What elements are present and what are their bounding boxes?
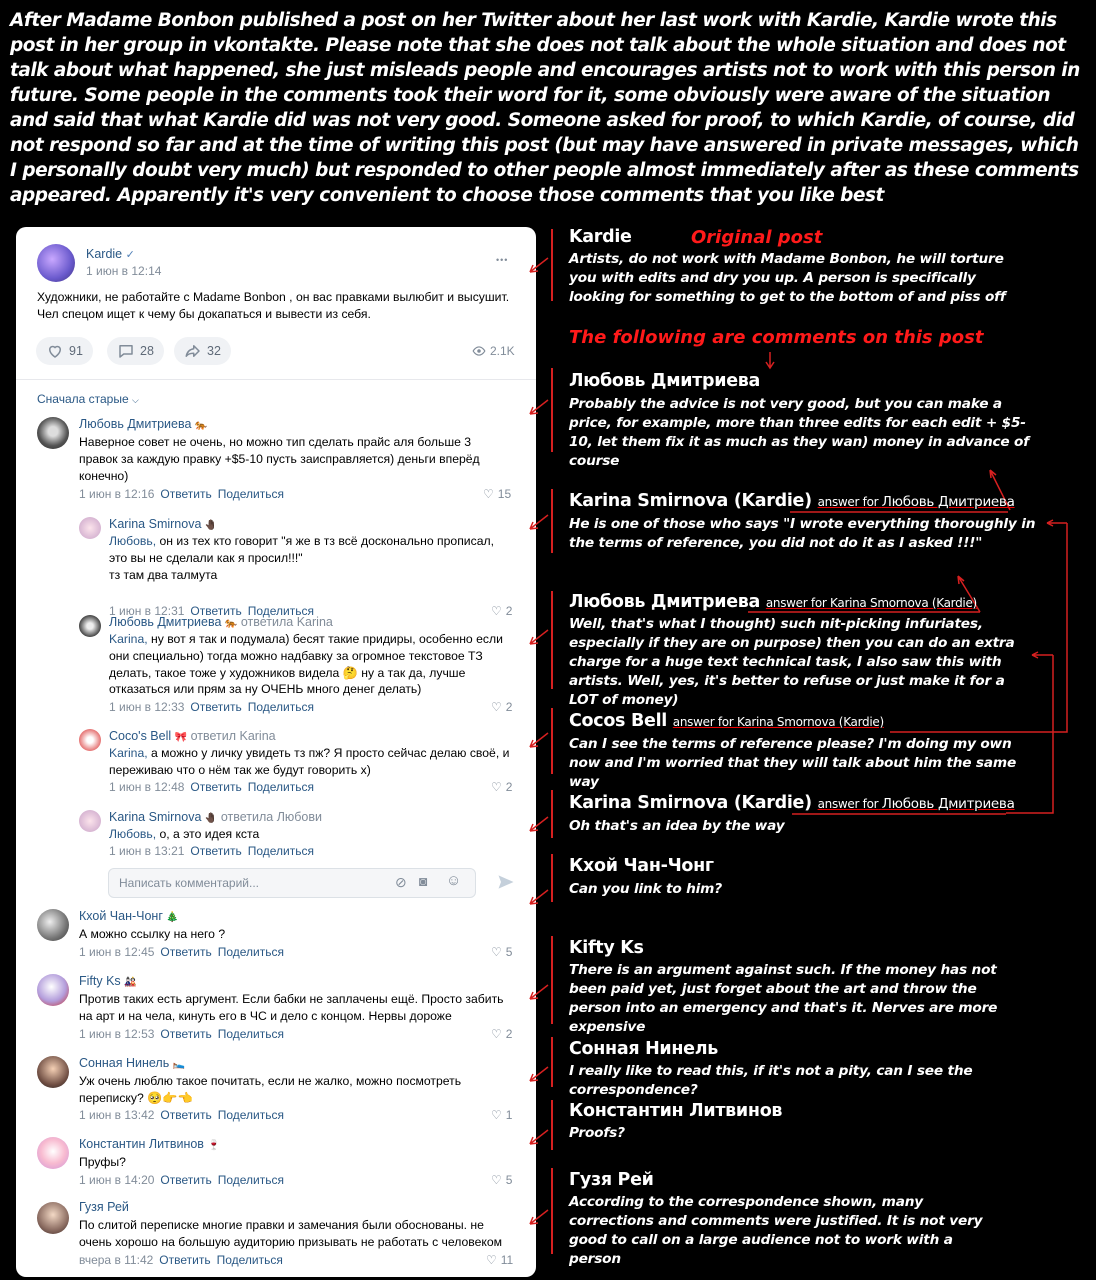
comment-text: Karina, ну вот я так и подумала) бесят такие придиры, особенно если они специально) тогда можно надбавку за огромное текстовое ТЗ делать, такое тоже у художников видела 🤔 ну а так да, лучше отказаться или прям за ну ОЧЕНЬ много денег делать) (109, 632, 503, 697)
emoji: 🎎 (124, 977, 137, 988)
heart-icon: ♡ (491, 945, 502, 959)
annotation-bar (551, 1100, 553, 1150)
like-count: 91 (69, 344, 83, 358)
comment-likes[interactable]: ♡ 5 (491, 1173, 513, 1187)
comment-date[interactable]: 1 июн в 12:31 (109, 604, 185, 618)
note-name: Любовь Дмитриева (569, 371, 761, 391)
comment-date[interactable]: вчера в 11:42 (79, 1253, 154, 1267)
note-text: According to the correspondence shown, many corrections and comments were justified. It is not very good to call on a large audience not to work with a person (569, 1194, 983, 1267)
note-name: Kardie (569, 227, 632, 247)
comment-date[interactable]: 1 июн в 12:45 (79, 945, 155, 959)
annotation-bar (551, 790, 553, 838)
annotation-bar (551, 708, 553, 774)
reply-button[interactable]: Ответить (159, 1253, 211, 1267)
note-text: He is one of those who says "I wrote everything thoroughly in the terms of reference, you did not do it as I asked !!!" (569, 516, 1036, 551)
emoji: 🎀 (174, 732, 188, 743)
annotation-bar (551, 368, 553, 452)
note-name: Cocos Bell answer for Karina Smornova (Kardie) (569, 711, 884, 731)
note-name: Kifty Ks (569, 938, 644, 958)
emoji: 🤚🏿 (204, 813, 218, 824)
reply-button[interactable]: Ответить (190, 604, 242, 618)
camera-icon[interactable]: ◙ (419, 873, 428, 889)
note-text: Can you link to him? (569, 881, 722, 897)
share-count: 32 (207, 344, 221, 358)
share-link[interactable]: Поделиться (247, 780, 314, 794)
post-author[interactable]: Kardie ✓ (86, 247, 135, 261)
comment-text: Любовь, он из тех кто говорит "я же в тз всё досконально прописал, это вы не сделали как я просил!!!" тз там два талмута (109, 534, 494, 582)
reply-target: ответила Karina (240, 615, 333, 629)
comment-author[interactable]: Fifty Ks 🎎 (79, 974, 137, 988)
comment-placeholder: Написать комментарий... (119, 876, 260, 890)
share-link[interactable]: Поделиться (216, 1253, 283, 1267)
share-link[interactable]: Поделиться (217, 1108, 284, 1122)
comment-author[interactable]: Karina Smirnova 🤚🏿 (109, 517, 218, 531)
note-name: Karina Smirnova (Kardie) answer for Любовь Дмитриева (569, 491, 1015, 511)
note-text: There is an argument against such. If the money has not been paid yet, just forget about the art and throw the person into an emergency and that's it. Nerves are more expensive (569, 962, 998, 1035)
reply-button[interactable]: Ответить (160, 1027, 212, 1041)
emoji: 🐅 (224, 618, 238, 629)
comment-date[interactable]: 1 июн в 12:16 (79, 487, 155, 501)
heart-icon: ♡ (491, 1173, 502, 1187)
comment-author[interactable]: Кхой Чан-Чонг 🎄 (79, 909, 179, 923)
share-link[interactable]: Поделиться (217, 487, 284, 501)
view-count: 2.1K (490, 344, 515, 358)
comment-likes[interactable]: ♡ 1 (491, 1108, 513, 1122)
heart-icon: ♡ (491, 604, 502, 618)
share-link[interactable]: Поделиться (247, 844, 314, 858)
emoji: 🛌 (172, 1059, 186, 1070)
comment-likes[interactable]: ♡ 11 (486, 1253, 514, 1267)
comment-likes[interactable]: ♡ 2 (491, 1027, 513, 1041)
sort-dropdown[interactable]: Сначала старые ⌵ (37, 392, 139, 406)
verified-icon: ✓ (125, 249, 135, 261)
comment-date[interactable]: 1 июн в 12:33 (109, 700, 185, 714)
share-link[interactable]: Поделиться (217, 1173, 284, 1187)
comment-likes[interactable]: ♡ 5 (491, 945, 513, 959)
note-name: Karina Smirnova (Kardie) answer for Любовь Дмитриева (569, 793, 1015, 813)
comment-author[interactable]: Любовь Дмитриева 🐅 (79, 417, 208, 431)
share-link[interactable]: Поделиться (217, 1027, 284, 1041)
answer-for: answer for Karina Smornova (Kardie) (672, 715, 884, 729)
smile-icon[interactable]: ☺ (446, 872, 462, 889)
comment-author[interactable]: Karina Smirnova 🤚🏿 ответила Любови (109, 810, 323, 824)
emoji: 🤚🏿 (204, 520, 218, 531)
annotation-bar (551, 229, 553, 301)
comment-date[interactable]: 1 июн в 12:48 (109, 780, 185, 794)
comment-text: А можно ссылку на него ? (79, 927, 226, 941)
note-text: Well, that's what I thought) such nit-picking infuriates, especially if they are on purpose) then you can do an extra charge for a huge text technical task, I also saw this with artists. Well, yes, it's better to refuse or just make it for a LOT of money) (569, 616, 1015, 708)
annotation-bar (551, 591, 553, 689)
comment-text: Уж очень люблю такое почитать, если не жалко, можно посмотреть переписку? 🥺👉👈 (79, 1074, 462, 1105)
reply-button[interactable]: Ответить (190, 780, 242, 794)
note-name: Сонная Нинель (569, 1039, 719, 1059)
comment-text: По слитой переписке многие правки и замечания были обоснованы. не очень хорошо на большую аудиторию призывать не работать с человеком (79, 1218, 503, 1249)
note-text: Oh that's an idea by the way (569, 818, 785, 834)
heart-icon: ♡ (491, 1108, 502, 1122)
comment-text: Наверное совет не очень, но можно тип сделать прайс аля больше 3 правок за каждую правку +$5-10 пусть заисправляется) деньги вперёд конечно) (79, 435, 480, 483)
note-text: Proofs? (569, 1125, 625, 1141)
emoji: 🐅 (194, 420, 208, 431)
note-name: Любовь Дмитриева answer for Karina Smornova (Kardie) (569, 592, 977, 612)
reply-button[interactable]: Ответить (190, 700, 242, 714)
annotation-bar (551, 489, 553, 553)
reply-target: ответил Karina (190, 729, 276, 743)
chevron-down-icon: ⌵ (132, 395, 139, 405)
comment-author[interactable]: Гузя Рей (79, 1200, 129, 1214)
annotation-bar (551, 936, 553, 1024)
comment-author[interactable]: Константин Литвинов 🍷 (79, 1137, 220, 1151)
emoji: 🎄 (166, 912, 179, 923)
annotation-bar (551, 1037, 553, 1087)
note-text: Probably the advice is not very good, but you can make a price, for example, more than three edits for each edit + $5-10, let them fix it as much as they wan) money in advance of course (569, 396, 1030, 469)
answer-for: answer for Любовь Дмитриева (817, 796, 1015, 812)
share-link[interactable]: Поделиться (247, 604, 314, 618)
note-name: Константин Литвинов (569, 1101, 783, 1121)
comment-likes[interactable]: ♡ 2 (491, 780, 513, 794)
heart-icon: ♡ (491, 1027, 502, 1041)
note-name: Кхой Чан-Чонг (569, 856, 714, 876)
comment-author[interactable]: Любовь Дмитриева 🐅 ответила Karina (109, 615, 333, 629)
reply-target: ответила Любови (220, 810, 323, 824)
comment-date[interactable]: 1 июн в 14:20 (79, 1173, 155, 1187)
comment-text: Любовь, о, а это идея кста (109, 827, 260, 841)
original-post-label: Original post (691, 227, 823, 248)
comment-author[interactable]: Сонная Нинель 🛌 (79, 1056, 186, 1070)
annotation-bar (551, 854, 553, 902)
note-text: Can I see the terms of reference please? I'm doing my own now and I'm worried that they will talk about him the same way (569, 736, 1017, 790)
intro-text: After Madame Bonbon published a post on her Twitter about her last work with Kardie, Kardie wrote this post in her group in vkontakte. Please note that she does not talk about the whole situation and does not talk about what happened, she just misleads people and encourages artists not to work with this person in future. Some people in the comments took their word for it, some obviously were aware of the situation and said that what Kardie did was not very good. Someone asked for proof, to which Kardie, of course, did not respond so far and at the time of writing this post (but may have answered in private messages, which I personally doubt very much) but responded to other people almost immediately after as these comments appeared. Apparently it's very convenient to choose those comments that you like best (10, 10, 1080, 206)
comment-likes[interactable]: ♡ 2 (491, 604, 513, 618)
comment-text: Karina, а можно у личку увидеть тз пж? Я просто сейчас делаю своё, и переживаю что о нём так же будут говорить х) (109, 746, 510, 777)
comment-author[interactable]: Coco's Bell 🎀 ответил Karina (109, 729, 276, 743)
comment-date[interactable]: 1 июн в 13:21 (109, 844, 185, 858)
reply-button[interactable]: Ответить (160, 487, 212, 501)
comment-date[interactable]: 1 июн в 13:42 (79, 1108, 155, 1122)
comment-date[interactable]: 1 июн в 12:53 (79, 1027, 155, 1041)
reply-button[interactable]: Ответить (160, 945, 212, 959)
post-text: Художники, не работайте с Madame Bonbon , он вас правками вылюбит и высушит. Чел спецом ищет к чему бы докапаться и вывести из себя. (37, 290, 510, 321)
comment-likes[interactable]: ♡ 15 (483, 487, 512, 501)
reply-button[interactable]: Ответить (160, 1173, 212, 1187)
heart-icon: ♡ (491, 780, 502, 794)
heart-icon: ♡ (491, 700, 502, 714)
answer-for: answer for Karina Smornova (Kardie) (765, 596, 977, 610)
share-link[interactable]: Поделиться (247, 700, 314, 714)
comment-likes[interactable]: ♡ 2 (491, 700, 513, 714)
note-text: Artists, do not work with Madame Bonbon, he will torture you with edits and dry you up. A person is specifically looking for something to get to the bottom of and piss off (569, 251, 1006, 305)
answer-for: answer for Любовь Дмитриева (817, 494, 1015, 510)
share-link[interactable]: Поделиться (217, 945, 284, 959)
post-date[interactable]: 1 июн в 12:14 (86, 264, 162, 278)
note-text: I really like to read this, if it's not a pity, can I see the correspondence? (569, 1063, 973, 1098)
comment-text: Против таких есть аргумент. Если бабки не заплачены ещё. Просто забить на арт и на чела, кинуть его в ЧС и дело с концом. Нервы дороже (79, 992, 504, 1023)
emoji: 🍷 (207, 1140, 220, 1151)
reply-button[interactable]: Ответить (190, 844, 242, 858)
heart-icon: ♡ (483, 487, 494, 501)
heart-icon: ♡ (486, 1253, 497, 1267)
attach-icon[interactable]: ⊘ (395, 874, 407, 890)
annotation-bar (551, 1168, 553, 1254)
comment-count: 28 (140, 344, 154, 358)
note-name: Гузя Рей (569, 1170, 654, 1190)
comment-text: Пруфы? (79, 1155, 126, 1169)
reply-button[interactable]: Ответить (160, 1108, 212, 1122)
more-icon[interactable]: ••• (496, 255, 509, 265)
following-label: The following are comments on this post (569, 327, 984, 348)
